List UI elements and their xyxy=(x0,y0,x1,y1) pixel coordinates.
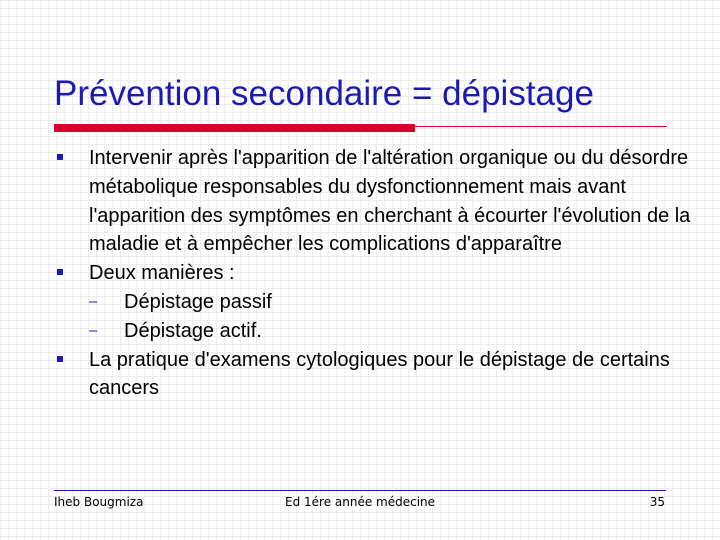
title-underline-accent xyxy=(54,124,415,132)
square-bullet-icon xyxy=(57,356,63,362)
sub-bullet-list xyxy=(89,288,694,346)
square-bullet-icon xyxy=(57,154,63,160)
bullet-item xyxy=(54,259,694,345)
dash-bullet-icon: – xyxy=(89,292,98,310)
footer-course: Ed 1ére année médecine xyxy=(285,495,436,509)
bullet-text: Intervenir après l'apparition de l'altération organique ou du désordre métabolique responsables du dysfonctionnement mais avant l'apparition des symptômes en cherchant à écourter l'évolution de la maladie et à empêcher les complications d'apparaître xyxy=(89,147,691,256)
sub-bullet-text: Dépistage passif xyxy=(124,290,272,313)
footer-author: Iheb Bougmiza xyxy=(54,495,144,509)
footer-page-number: 35 xyxy=(649,495,665,509)
footer-divider xyxy=(54,490,666,491)
sub-bullet-text: Dépistage actif. xyxy=(124,319,262,342)
sub-bullet-item xyxy=(89,317,694,346)
bullet-item xyxy=(54,144,694,259)
title-underline-rule xyxy=(415,126,667,127)
bullet-text: La pratique d'examens cytologiques pour le dépistage de certains cancers xyxy=(89,348,670,400)
bullet-item xyxy=(54,346,694,404)
slide-title: Prévention secondaire = dépistage xyxy=(54,74,594,113)
sub-bullet-item xyxy=(89,288,694,317)
dash-bullet-icon: – xyxy=(89,321,98,339)
bullet-list xyxy=(54,144,694,403)
bullet-text: Deux manières : xyxy=(89,262,235,285)
square-bullet-icon xyxy=(57,269,63,275)
